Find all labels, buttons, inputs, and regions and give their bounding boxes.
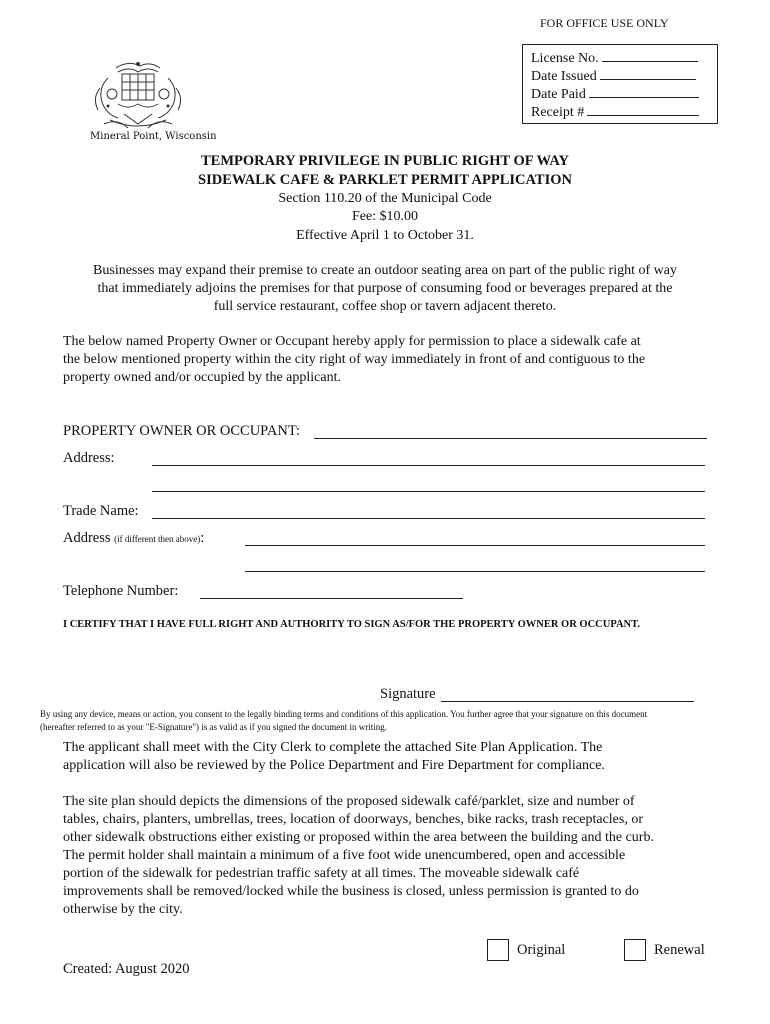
permission-line: the below mentioned property within the city right of way immediately in front of and contiguous to the xyxy=(63,352,646,367)
site-plan-line: otherwise by the city. xyxy=(63,902,183,917)
address-input-line[interactable] xyxy=(152,465,705,466)
fee-line: Fee: $10.00 xyxy=(351,209,419,224)
date-issued-field[interactable] xyxy=(600,67,696,80)
site-plan-line: portion of the sidewalk for pedestrian traffic safety at all times. The moveable sidewalk café xyxy=(63,866,580,881)
original-label: Original xyxy=(517,942,566,958)
site-plan-line: The site plan should depicts the dimensions of the proposed sidewalk café/parklet, size and number of xyxy=(63,794,635,809)
license-no-label: License No. xyxy=(531,51,599,66)
seal-caption: Mineral Point, Wisconsin xyxy=(90,131,217,142)
telephone-input-line[interactable] xyxy=(200,598,463,599)
intro-paragraph xyxy=(60,262,710,316)
address-alt-input-line-2[interactable] xyxy=(245,571,705,572)
address-alt-input-line[interactable] xyxy=(245,545,705,546)
intro-line: Businesses may expand their premise to create an outdoor seating area on part of the public right of way xyxy=(93,263,677,278)
esign-line: (hereafter referred to as your "E-Signature") is as valid as if you signed the document in writing. xyxy=(40,722,387,732)
renewal-label: Renewal xyxy=(654,942,705,958)
clerk-line: The applicant shall meet with the City Clerk to complete the attached Site Plan Application. The xyxy=(63,740,603,755)
trade-name-label: Trade Name: xyxy=(63,503,139,519)
address-alt-label xyxy=(63,530,204,547)
permission-line: The below named Property Owner or Occupant hereby apply for permission to place a sidewalk cafe at xyxy=(63,334,641,349)
address-alt-note: (if different then above) xyxy=(114,534,201,544)
renewal-checkbox[interactable] xyxy=(624,939,646,961)
site-plan-line: The permit holder shall maintain a minimum of a five foot wide unencumbered, open and accessible xyxy=(63,848,626,863)
address-label: Address: xyxy=(63,450,115,466)
office-use-label: FOR OFFICE USE ONLY xyxy=(540,16,669,30)
intro-line: that immediately adjoins the premises for that purpose of consuming food or beverages prepared at the xyxy=(97,281,673,296)
site-plan-paragraph xyxy=(63,793,709,919)
permission-line: property owned and/or occupied by the applicant. xyxy=(63,370,341,385)
site-plan-line: improvements shall be removed/locked while the business is closed, unless permission is granted to do xyxy=(63,884,639,899)
trade-name-input-line[interactable] xyxy=(152,518,705,519)
date-paid-label: Date Paid xyxy=(531,87,586,102)
certification-statement: I CERTIFY THAT I HAVE FULL RIGHT AND AUTHORITY TO SIGN AS/FOR THE PROPERTY OWNER OR OCCUPANT. xyxy=(63,619,640,630)
esign-line: By using any device, means or action, you consent to the legally binding terms and conditions of this application. You further agree that your signature on this document xyxy=(40,709,648,719)
office-use-box xyxy=(522,44,718,124)
owner-label: PROPERTY OWNER OR OCCUPANT: xyxy=(63,423,301,439)
date-issued-label: Date Issued xyxy=(531,69,597,84)
site-plan-line: other sidewalk obstructions either existing or proposed within the area between the building and the curb. xyxy=(63,830,654,845)
date-paid-row xyxy=(531,85,699,103)
signature-input-line[interactable] xyxy=(441,701,694,702)
intro-line: full service restaurant, coffee shop or tavern adjacent thereto. xyxy=(213,299,557,314)
address-alt-label-text: Address xyxy=(63,530,111,546)
date-issued-row xyxy=(531,67,696,85)
signature-label: Signature xyxy=(380,686,436,702)
title-line-1: TEMPORARY PRIVILEGE IN PUBLIC RIGHT OF WAY xyxy=(201,153,569,169)
city-seal-icon xyxy=(88,58,188,136)
original-checkbox[interactable] xyxy=(487,939,509,961)
created-date: Created: August 2020 xyxy=(63,961,190,977)
address-input-line-2[interactable] xyxy=(152,491,705,492)
title-line-2: SIDEWALK CAFE & PARKLET PERMIT APPLICATION xyxy=(198,172,572,188)
clerk-line: application will also be reviewed by the Police Department and Fire Department for compliance. xyxy=(63,758,605,773)
receipt-row xyxy=(531,103,699,121)
receipt-field[interactable] xyxy=(587,103,699,116)
owner-input-line[interactable] xyxy=(314,438,707,439)
telephone-label: Telephone Number: xyxy=(63,583,179,599)
date-paid-field[interactable] xyxy=(589,85,699,98)
site-plan-line: tables, chairs, planters, umbrellas, trees, location of doorways, benches, bike racks, trash receptacles, or xyxy=(63,812,644,827)
permission-paragraph xyxy=(63,333,709,387)
clerk-paragraph xyxy=(63,739,709,775)
section-reference: Section 110.20 of the Municipal Code xyxy=(278,191,492,206)
effective-dates: Effective April 1 to October 31. xyxy=(296,228,474,243)
receipt-label: Receipt # xyxy=(531,105,585,120)
address-alt-colon: : xyxy=(200,530,205,546)
license-no-field[interactable] xyxy=(602,49,698,62)
license-no-row xyxy=(531,49,698,67)
e-signature-notice xyxy=(40,708,740,734)
